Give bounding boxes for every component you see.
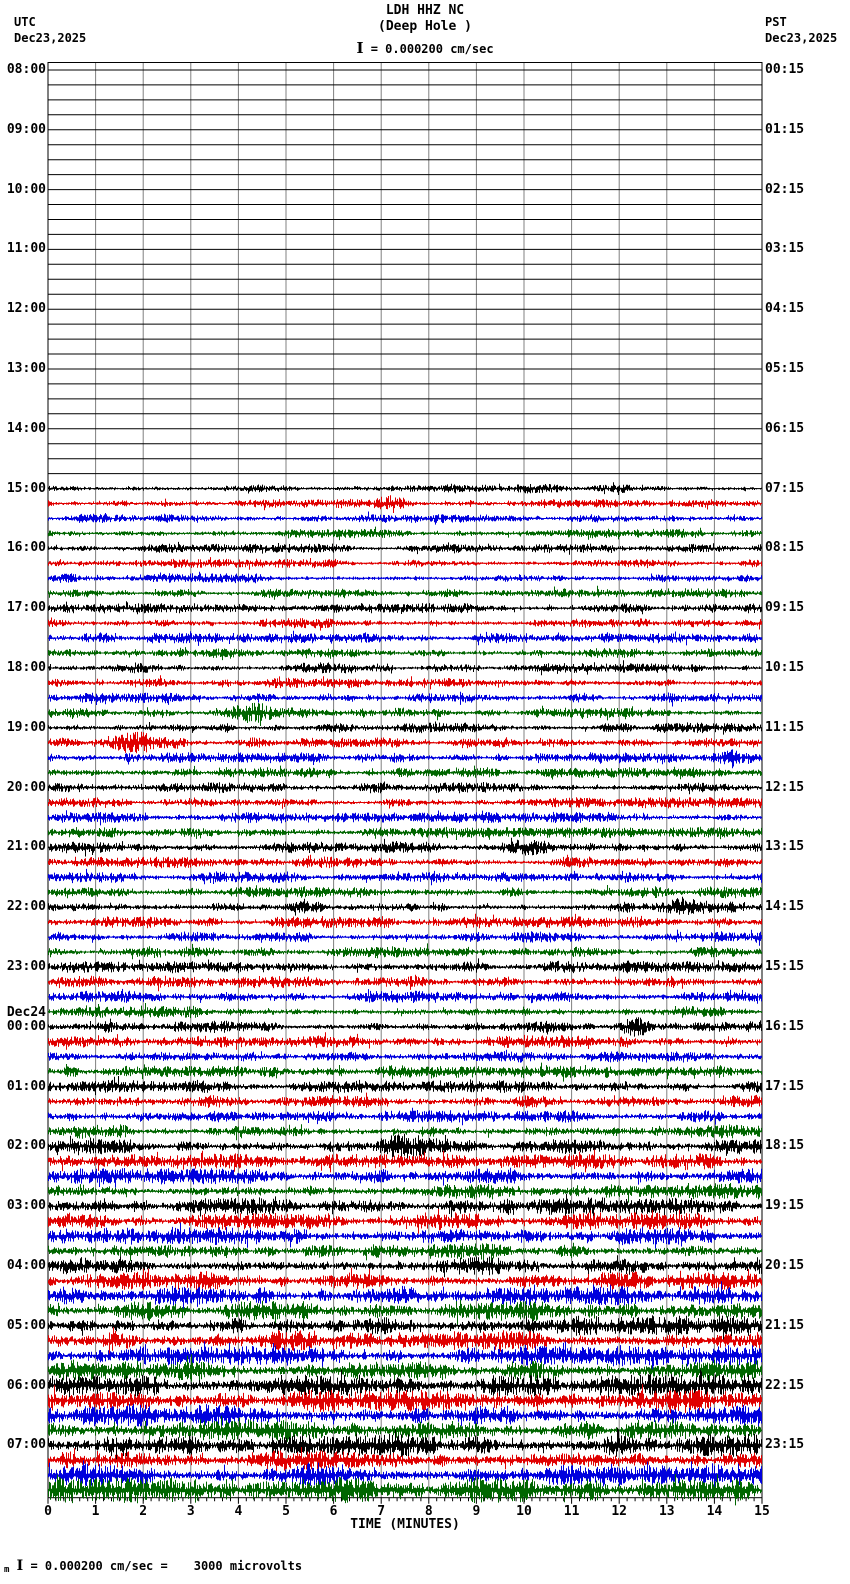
station-subtitle: (Deep Hole ) (378, 19, 472, 34)
seismic-trace (49, 722, 762, 735)
pst-hour-label: 08:15 (765, 540, 805, 556)
seismic-trace (49, 1076, 762, 1095)
x-axis-tick-label: 4 (234, 1503, 243, 1519)
x-axis-tick-label: 5 (282, 1503, 290, 1519)
seismic-trace (49, 1017, 762, 1036)
seismic-trace (49, 1255, 762, 1277)
seismic-trace (49, 930, 762, 946)
utc-hour-label: 06:00 (6, 1377, 46, 1393)
utc-hour-label: 00:00 (6, 1018, 46, 1034)
seismic-trace (49, 703, 762, 726)
utc-hour-label: 17:00 (6, 600, 46, 616)
utc-hour-label: 16:00 (6, 540, 46, 556)
seismic-trace (49, 512, 762, 525)
seismic-trace (49, 1003, 762, 1018)
seismic-trace (49, 495, 762, 513)
utc-date: Dec23,2025 (14, 31, 87, 45)
pst-timezone-label: PST (765, 15, 787, 29)
utc-hour-label: 11:00 (6, 241, 46, 257)
seismic-trace (49, 827, 762, 840)
seismic-trace (49, 1108, 762, 1126)
utc-hour-label: 14:00 (6, 420, 46, 436)
seismic-trace (49, 797, 762, 809)
footer-scale-line (4, 1558, 302, 1575)
pst-hour-label: 21:15 (765, 1317, 805, 1333)
seismic-trace (49, 1050, 762, 1063)
seismic-trace (49, 572, 762, 584)
pst-hour-label: 18:15 (765, 1138, 805, 1154)
footer-prefix: m (4, 1565, 10, 1575)
footer-equals-text: = 0.000200 cm/sec = (30, 1559, 168, 1573)
seismic-trace (49, 958, 762, 973)
x-axis-tick-label: 7 (377, 1503, 386, 1519)
x-axis-tick-label: 6 (329, 1503, 338, 1519)
pst-hour-label: 02:15 (765, 181, 805, 197)
seismic-trace (49, 631, 762, 646)
pst-hour-label: 11:15 (765, 719, 805, 735)
seismic-trace (49, 943, 762, 959)
amplitude-scale-text: = 0.000200 cm/sec (370, 42, 494, 56)
seismic-trace (49, 732, 762, 754)
utc-hour-label: 03:00 (6, 1198, 46, 1214)
x-axis-tick-label: 10 (516, 1503, 532, 1519)
seismic-trace (49, 838, 762, 857)
seismic-trace (49, 1183, 762, 1203)
footer-scale-bar-icon: I (16, 1558, 24, 1574)
pst-hour-label: 19:15 (765, 1198, 805, 1214)
footer-value-text: 3000 microvolts (193, 1559, 303, 1573)
x-axis-tick-label: 14 (706, 1503, 723, 1519)
seismic-trace (49, 869, 762, 885)
seismic-trace (49, 749, 762, 768)
utc-hour-label: 09:00 (6, 121, 46, 137)
x-axis-tick-label: 13 (658, 1503, 675, 1519)
utc-hour-label: 15:00 (6, 480, 46, 496)
pst-hour-label: 07:15 (765, 480, 805, 496)
utc-hour-label: 10:00 (6, 181, 46, 197)
pst-hour-label: 14:15 (765, 899, 805, 915)
pst-hour-label: 04:15 (765, 301, 805, 317)
pst-hour-label: 05:15 (765, 360, 805, 376)
utc-hour-label: 21:00 (6, 839, 46, 855)
seismic-trace (49, 527, 762, 541)
utc-hour-label: 01:00 (6, 1078, 46, 1094)
station-title: LDH HHZ NC (385, 3, 465, 18)
utc-hour-label: 02:00 (6, 1138, 46, 1154)
utc-hour-label: 13:00 (6, 360, 46, 376)
seismic-trace (49, 647, 762, 660)
x-axis-tick-label: 1 (91, 1503, 100, 1519)
seismic-trace (49, 542, 762, 555)
utc-hour-label: 23:00 (6, 958, 46, 974)
scale-bar-icon: I (356, 39, 364, 57)
seismic-trace (49, 482, 762, 495)
pst-date: Dec23,2025 (765, 31, 838, 45)
seismic-trace (49, 1032, 762, 1049)
seismic-trace (49, 1194, 762, 1219)
seismic-trace (49, 766, 762, 780)
utc-hour-label: 05:00 (6, 1317, 46, 1333)
x-axis-tick-label: 0 (44, 1503, 52, 1519)
x-axis-tick-label: 8 (424, 1503, 433, 1519)
pst-hour-label: 23:15 (765, 1437, 805, 1453)
seismic-trace (49, 557, 762, 570)
utc-timezone-label: UTC (14, 15, 36, 29)
x-axis-tick-label: 15 (754, 1503, 770, 1519)
x-axis-title: TIME (MINUTES) (350, 1517, 460, 1532)
seismic-trace (49, 782, 762, 795)
utc-hour-label: 19:00 (6, 719, 46, 735)
pst-hour-label: 20:15 (765, 1257, 805, 1273)
utc-hour-label: 18:00 (6, 659, 46, 675)
utc-date-change-label: Dec24 (6, 1004, 46, 1020)
utc-hour-label: 07:00 (6, 1437, 46, 1453)
seismic-trace (49, 855, 762, 869)
pst-hour-label: 06:15 (765, 420, 805, 436)
x-axis-tick-label: 3 (186, 1503, 195, 1519)
seismic-trace (49, 975, 762, 992)
utc-hour-label: 20:00 (6, 779, 46, 795)
seismic-trace (49, 601, 762, 614)
seismic-trace (49, 885, 762, 898)
pst-hour-label: 12:15 (765, 779, 805, 795)
utc-hour-label: 22:00 (6, 899, 46, 915)
x-axis-tick-label: 12 (611, 1503, 628, 1519)
seismic-trace (49, 897, 762, 916)
seismic-trace (49, 1168, 762, 1188)
seismic-trace (49, 1093, 762, 1108)
seismic-trace (49, 675, 762, 689)
pst-hour-label: 16:15 (765, 1018, 805, 1034)
pst-hour-label: 22:15 (765, 1377, 805, 1393)
seismic-trace (49, 914, 762, 929)
pst-hour-label: 10:15 (765, 659, 805, 675)
seismic-trace (49, 586, 762, 600)
pst-hour-label: 01:15 (765, 121, 805, 137)
pst-hour-label: 13:15 (765, 839, 805, 855)
seismic-trace (49, 618, 762, 631)
seismic-trace (49, 692, 762, 707)
seismic-trace (49, 660, 762, 675)
utc-hour-label: 12:00 (6, 301, 46, 317)
pst-hour-label: 00:15 (765, 61, 805, 77)
pst-hour-label: 03:15 (765, 241, 805, 257)
pst-hour-label: 15:15 (765, 958, 805, 974)
utc-hour-label: 04:00 (6, 1257, 46, 1273)
x-axis-tick-label: 2 (139, 1503, 148, 1519)
utc-hour-label: 08:00 (6, 61, 46, 77)
seismic-trace (49, 1134, 762, 1158)
pst-hour-label: 09:15 (765, 600, 805, 616)
seismic-trace (49, 989, 762, 1004)
x-axis-tick-label: 9 (472, 1503, 481, 1519)
seismic-trace (49, 1063, 762, 1082)
pst-hour-label: 17:15 (765, 1078, 805, 1094)
x-axis-tick-label: 11 (563, 1503, 580, 1519)
seismic-trace (49, 1243, 762, 1263)
